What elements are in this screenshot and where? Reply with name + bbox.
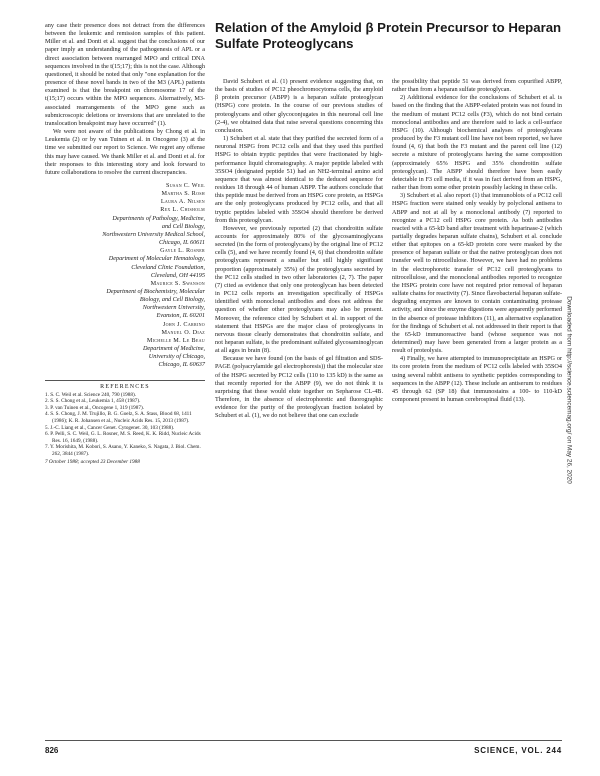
author-affiliation: Northwestern University Medical School, <box>102 230 205 238</box>
journal-volume: SCIENCE, VOL. 244 <box>474 746 562 755</box>
author-name: Rex L. Chisholm <box>160 206 205 214</box>
author-name: Gayle L. Rosner <box>160 247 205 255</box>
previous-letter-column <box>45 22 205 465</box>
letter-paragraph: any case their presence does not detract from the differences between the leukemic and remission samples of this patient. Miller et al. and Donti et al. suggest that the conclusions of our paper imply an understanding of the pathogenesis of APL or a direct association between rearranged MPO and critical DNA sequences involved in the t(15;17); this is not the case. Although questioned, it should be noted that only "one explanation for the presence of these novel bands in two of the M3 (APL) patients examined is that the breakpoint on chromosome 17 of the t(15;17) occurs within the MPO sequences. Alternatively, M3-associated rearrangements of the MPO gene such as submicroscopic deletions or inversions that are unrelated to the translocation breakpoint may have occurred" (1). <box>45 22 205 127</box>
article-column-3 <box>392 78 562 404</box>
download-watermark: Downloaded from http://science.sciencemag.org/ on May 26, 2020 <box>565 296 573 484</box>
reference-item: 7. Y. Morishita, M. Kobori, S. Asano, Y. Kaneko, S. Nagata, J. Biol. Chem. 262, 3844 (1987). <box>45 444 201 457</box>
author-name: John J. Carrino <box>162 320 205 328</box>
reference-item: 6. P. Pelli, S. C. Weil, G. L. Rosner, M. S. Reed, K. K. Ridd, Nucleic Acids Res. 16, 1649, (1988). <box>45 431 201 444</box>
article-paragraph: David Schubert et al. (1) present evidence suggesting that, on the basis of studies of PC12 pheochromocytoma cells, the amyloid β protein precursor (ABPP) is a heparan sulfate proteoglycan (HSPG) core protein. In the course of our previous studies of proteoglycans and other glycoconjugates in this neuronal cell line (2-4), we obtained data that raise several questions concerning this conclusion. <box>215 78 383 134</box>
author-name: Susan C. Weil <box>166 181 205 189</box>
author-affiliation: Department of Molecular Hematology, <box>108 255 205 263</box>
author-name: Maurice S. Swanson <box>150 279 205 287</box>
reference-item: 2. S. S. Chong et al., Leukemia 1, 458 (1987). <box>45 398 141 405</box>
received-date: 7 October 1988; accepted 23 December 1988 <box>45 458 140 465</box>
author-name: Michelle M. Le Beau <box>146 336 205 344</box>
article-paragraph: 4) Finally, we have attempted to immunoprecipitate an HSPG or its core protein from the medium of PC12 cells labeled with 35SO4 using several rabbit antisera to synthetic peptides corresponding to sequences in the ABPP (12). These include an antiserum to residues 45 through 62 (SP 18) that immunostains a 100- to 110-kD component present in human cerebrospinal fluid (13). <box>392 355 562 404</box>
author-affiliation: Chicago, IL 60637 <box>158 361 205 369</box>
reference-item: 5. J.-C. Liang et al., Cancer Genet. Cytogenet. 30, 103 (1988). <box>45 424 175 431</box>
author-affiliation: Cleveland, OH 44195 <box>150 271 205 279</box>
article-column-2 <box>215 78 383 421</box>
author-affiliation: Northwestern University, <box>142 304 205 312</box>
letter-paragraph: We were not aware of the publications by Chong et al. in Leukemia (2) or by van Tuinen et al. in Oncogene (3) at the time we submitted our report to Science. We regret any offense this may have caused. We thank Miller et al. and Donti et al. for their responses to this interesting story and look forward to future collaborations to resolve the current discrepancies. <box>45 128 205 176</box>
author-name: Manuel O. Diaz <box>161 328 205 336</box>
author-name: Martha S. Rosh <box>161 190 205 198</box>
author-affiliation: Departments of Pathology, Medicine, <box>112 214 205 222</box>
article-paragraph: 2) Additional evidence for the conclusions of Schubert et al. is based on the finding that the ABPP-related protein was not found in the medium of mutant PC12 cells (F3), which do not bind certain monoclonal antibodies and are therefore said to lack a cell-surface HSPG (10). Although biochemical analyses of proteoglycans produced by the F3 mutant cell line have not been reported, we have found (4, 6) that both the F3 mutant and the parent cell line (12) secrete a mixture of proteoglycans having the same composition (approximately 65% HSPG and 35% chondroitin sulfate proteoglycan). The ABPP should therefore have been easily detectable in F3 cell media, if it was in fact derived from an HSPG, rather than from some other protein possibly lacking in these cells. <box>392 94 562 192</box>
author-affiliation: Chicago, IL 60611 <box>158 239 205 247</box>
author-affiliation: Evanston, IL 60201 <box>156 312 205 320</box>
reference-item: 3. P. van Tuinen et al., Oncogene 1, 319 (1987). <box>45 404 144 411</box>
author-affiliation: and Cell Biology, <box>161 222 205 230</box>
reference-item: 4. S. S. Chong, J. M. Trujillo, B. G. Goelz, S. A. Stass, Blood 68, 1411 (1986); K. R. Johansen et al., Nucleic Acids Res. 15, 2013 (1987). <box>45 411 192 424</box>
footer-rule <box>45 740 562 741</box>
author-affiliation: Biology, and Cell Biology, <box>139 296 205 304</box>
author-affiliation: Department of Biochemistry, Molecular <box>106 288 205 295</box>
article-title: Relation of the Amyloid β Protein Precursor to Heparan Sulfate Proteoglycans <box>215 20 562 51</box>
references-heading: REFERENCES <box>45 380 205 390</box>
article-paragraph: the possibility that peptide 51 was derived from copurified ABPP, rather than from a heparan sulfate proteoglycan. <box>392 78 562 94</box>
page-number: 826 <box>45 746 59 755</box>
article-paragraph: 1) Schubert et al. state that they purified the secreted form of a neuronal HSPG from PC12 cells and that they used this purified HSPG to obtain tryptic peptides that were fractionated by high-performance liquid chromatography. A major peptide labeled with 35SO4 (designated peptide 51) had an NH2-terminal amino acid sequence that was almost identical to the deduced sequence for residues 18 through 44 of human ABPP. The authors conclude that this peptide must be derived from an HSPG core protein, as HSPGs are the only proteoglycans produced by PC12 cells, and that all tryptic peptides labeled with 35SO4 should therefore be derived from this proteoglycan. <box>215 135 383 224</box>
author-affiliation: University of Chicago, <box>148 353 205 361</box>
article-paragraph: 3) Schubert et al. also report (1) that immunoblots of a PC12 cell HSPG fraction were stained only weakly by polyclonal antisera to ABPP and not at all by a monoclonal antibody (7) reported to recognize a PC12 cell HSPG core protein. As both antibodies reacted with a 65-kD band after treatment with heparinase-2 (which partially degrades heparan sulfate chains), Schubert et al. conclude either that epitopes on a 65-kD protein core were masked by the presence of heparan sulfate or that the native proteoglycan does not transfer well to nitrocellulose. However, we have had no problems in the electrophoretic transfer of PC12 cell proteoglycans to nitrocellulose, and the monoclonal antibodies reported to recognize the HSPG protein core have not required prior removal of heparan sulfate chains for reactivity (7). Since flavobacterial heparan sulfate-degrading enzymes are known to contain contaminating protease activity, and since the enzyme digestions were apparently performed in the absence of protease inhibitors (11), an alternative explanation for the findings of Schubert et al. not addressed in their report is that the 65-kD immunoreactive band (whose sequence was not determined) may have been generated from a larger protein as a result of proteolysis. <box>392 192 562 355</box>
signature-block <box>45 182 205 370</box>
article-paragraph: However, we previously reported (2) that chondroitin sulfate accounts for approximately 80% of the glycosaminoglycans secreted (in the form of proteoglycans) by the original line of PC12 cells (5), and we have recently found (4, 6) that chondroitin sulfate proteoglycans represent a smaller but still highly significant proportion (approximately 35%) of the proteoglycans secreted by the PC12 cells studied in two other laboratories (2, 7). The paper (7) cited as evidence that only one proteoglycan has been detected in PC12 cells reports an investigation specifically of HSPGs identified with monoclonal antibodies and does not address the question of whether other proteoglycans may also be present. Moreover, the reference cited by Schubert et al. in support of the statement that HSPGs are the major class of proteoglycans in nervous tissue clearly demonstrates that chondroitin sulfate, and not heparan sulfate, is the predominant sulfated glycosaminoglycan at all ages in brain (8). <box>215 224 383 355</box>
author-affiliation: Department of Medicine, <box>142 345 205 353</box>
article-paragraph: Because we have found (on the basis of gel filtration and SDS-PAGE (polyacrylamide gel electrophoresis)) that the molecular size of the HSPG secreted by PC12 cells (110 to 135 kD) is the same as that recently reported for the ABPP (9), we do not think it is surprising that these would elute together on Sepharose CL-4B. Therefore, in the absence of electrophoretic and fluorographic evidence for the purity of the proteoglycan fraction isolated by Schubert et al. (1), we do not believe that one can exclude <box>215 355 383 420</box>
author-name: Laura A. Nilsen <box>160 198 205 206</box>
references-list <box>45 392 205 458</box>
reference-item: 1. S. C. Weil et al. Science 240, 790 (1988). <box>45 391 136 398</box>
author-affiliation: Cleveland Clinic Foundation, <box>131 263 205 271</box>
